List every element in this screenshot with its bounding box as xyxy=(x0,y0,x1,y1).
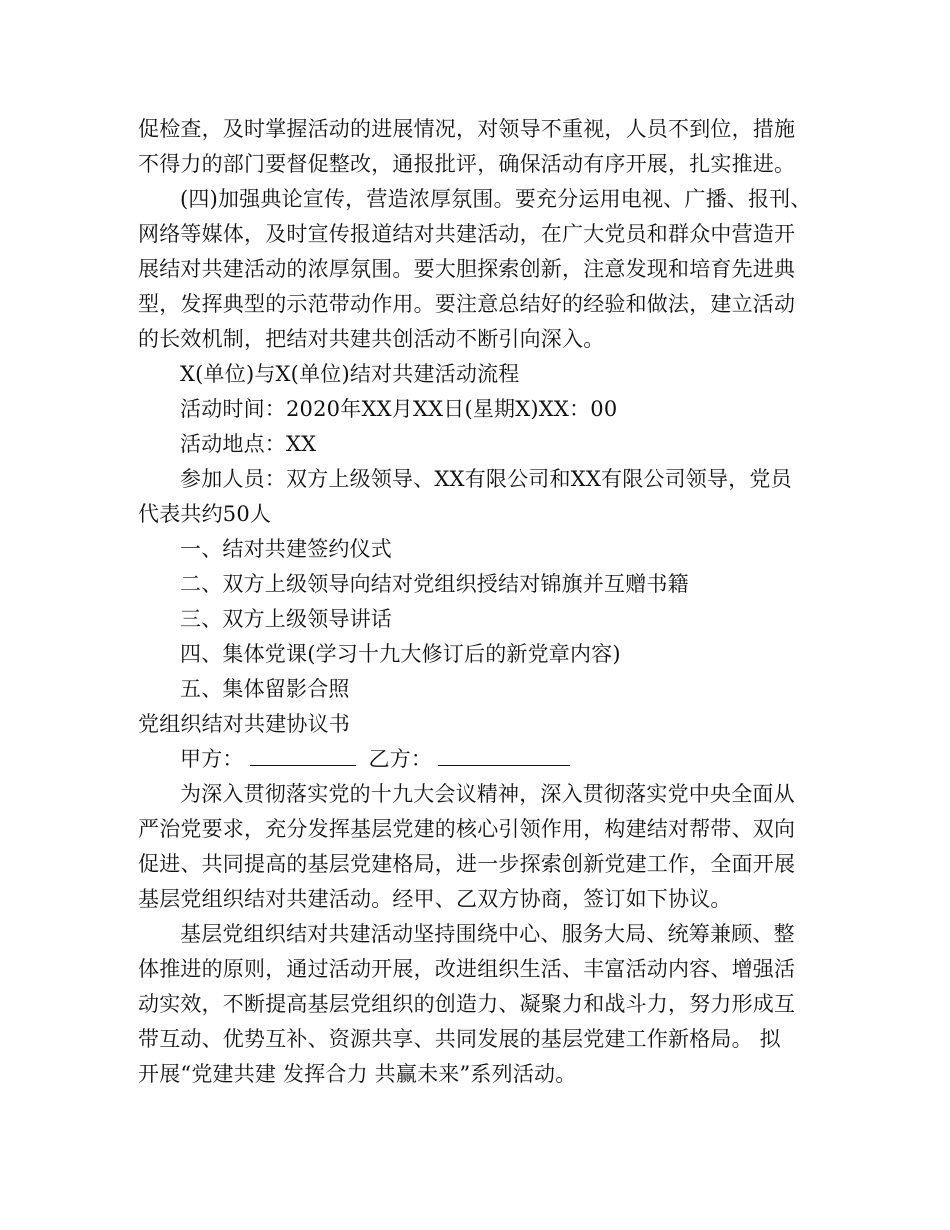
participants: 参加人员：双方上级领导、XX有限公司和XX有限公司领导，党员 xyxy=(180,467,792,491)
activity-location: 活动地点：XX xyxy=(180,432,317,456)
paragraph-line: 网络等媒体，及时宣传报道结对共建活动，在广大党员和群众中营造开 xyxy=(138,222,796,246)
paragraph-line: 基层党组织结对共建活动。经甲、乙双方协商，签订如下协议。 xyxy=(138,887,732,911)
paragraph-line: 的长效机制，把结对共建共创活动不断引向深入。 xyxy=(138,327,605,351)
party-a-blank xyxy=(250,743,356,766)
list-item: 四、集体党课(学习十九大修订后的新党章内容) xyxy=(180,642,621,666)
parties-line xyxy=(138,742,828,777)
paragraph-line: 动实效，不断提高基层党组织的创造力、凝聚力和战斗力，努力形成互 xyxy=(138,992,796,1016)
participants-continued: 代表共约50人 xyxy=(138,502,272,526)
activity-time: 活动时间：2020年XX月XX日(星期X)XX：00 xyxy=(180,397,618,421)
section-heading: X(单位)与X(单位)结对共建活动流程 xyxy=(180,362,520,386)
paragraph-line: 开展“党建共建 发挥合力 共赢未来”系列活动。 xyxy=(138,1062,577,1086)
document-page xyxy=(138,112,828,1092)
paragraph-line: 促检查，及时掌握活动的进展情况，对领导不重视，人员不到位，措施 xyxy=(138,117,796,141)
paragraph-line: 促进、共同提高的基层党建格局，进一步探索创新党建工作，全面开展 xyxy=(138,852,796,876)
party-b-label: 乙方： xyxy=(368,747,433,771)
party-b-blank xyxy=(438,743,570,766)
paragraph-line: 体推进的原则，通过活动开展，改进组织生活、丰富活动内容、增强活 xyxy=(138,957,796,981)
paragraph-line: 基层党组织结对共建活动坚持围绕中心、服务大局、统筹兼顾、整 xyxy=(180,922,795,946)
paragraph-line: 不得力的部门要督促整改，通报批评，确保活动有序开展，扎实推进。 xyxy=(138,152,796,176)
paragraph-line: 严治党要求，充分发挥基层党建的核心引领作用，构建结对帮带、双向 xyxy=(138,817,796,841)
agreement-title: 党组织结对共建协议书 xyxy=(138,712,350,736)
paragraph-line: 型，发挥典型的示范带动作用。要注意总结好的经验和做法，建立活动 xyxy=(138,292,796,316)
list-item: 五、集体留影合照 xyxy=(180,677,350,701)
paragraph-line: (四)加强典论宣传，营造浓厚氛围。要充分运用电视、广播、报刊、 xyxy=(180,187,812,211)
party-a-label: 甲方： xyxy=(180,747,244,771)
list-item: 二、双方上级领导向结对党组织授结对锦旗并互赠书籍 xyxy=(180,572,689,596)
list-item: 三、双方上级领导讲话 xyxy=(180,607,392,631)
paragraph-line: 为深入贯彻落实党的十九大会议精神，深入贯彻落实党中央全面从 xyxy=(180,782,795,806)
paragraph-line: 展结对共建活动的浓厚氛围。要大胆探索创新，注意发现和培育先进典 xyxy=(138,257,796,281)
list-item: 一、结对共建签约仪式 xyxy=(180,537,392,561)
paragraph-line: 带互动、优势互补、资源共享、共同发展的基层党建工作新格局。 拟 xyxy=(138,1027,781,1051)
